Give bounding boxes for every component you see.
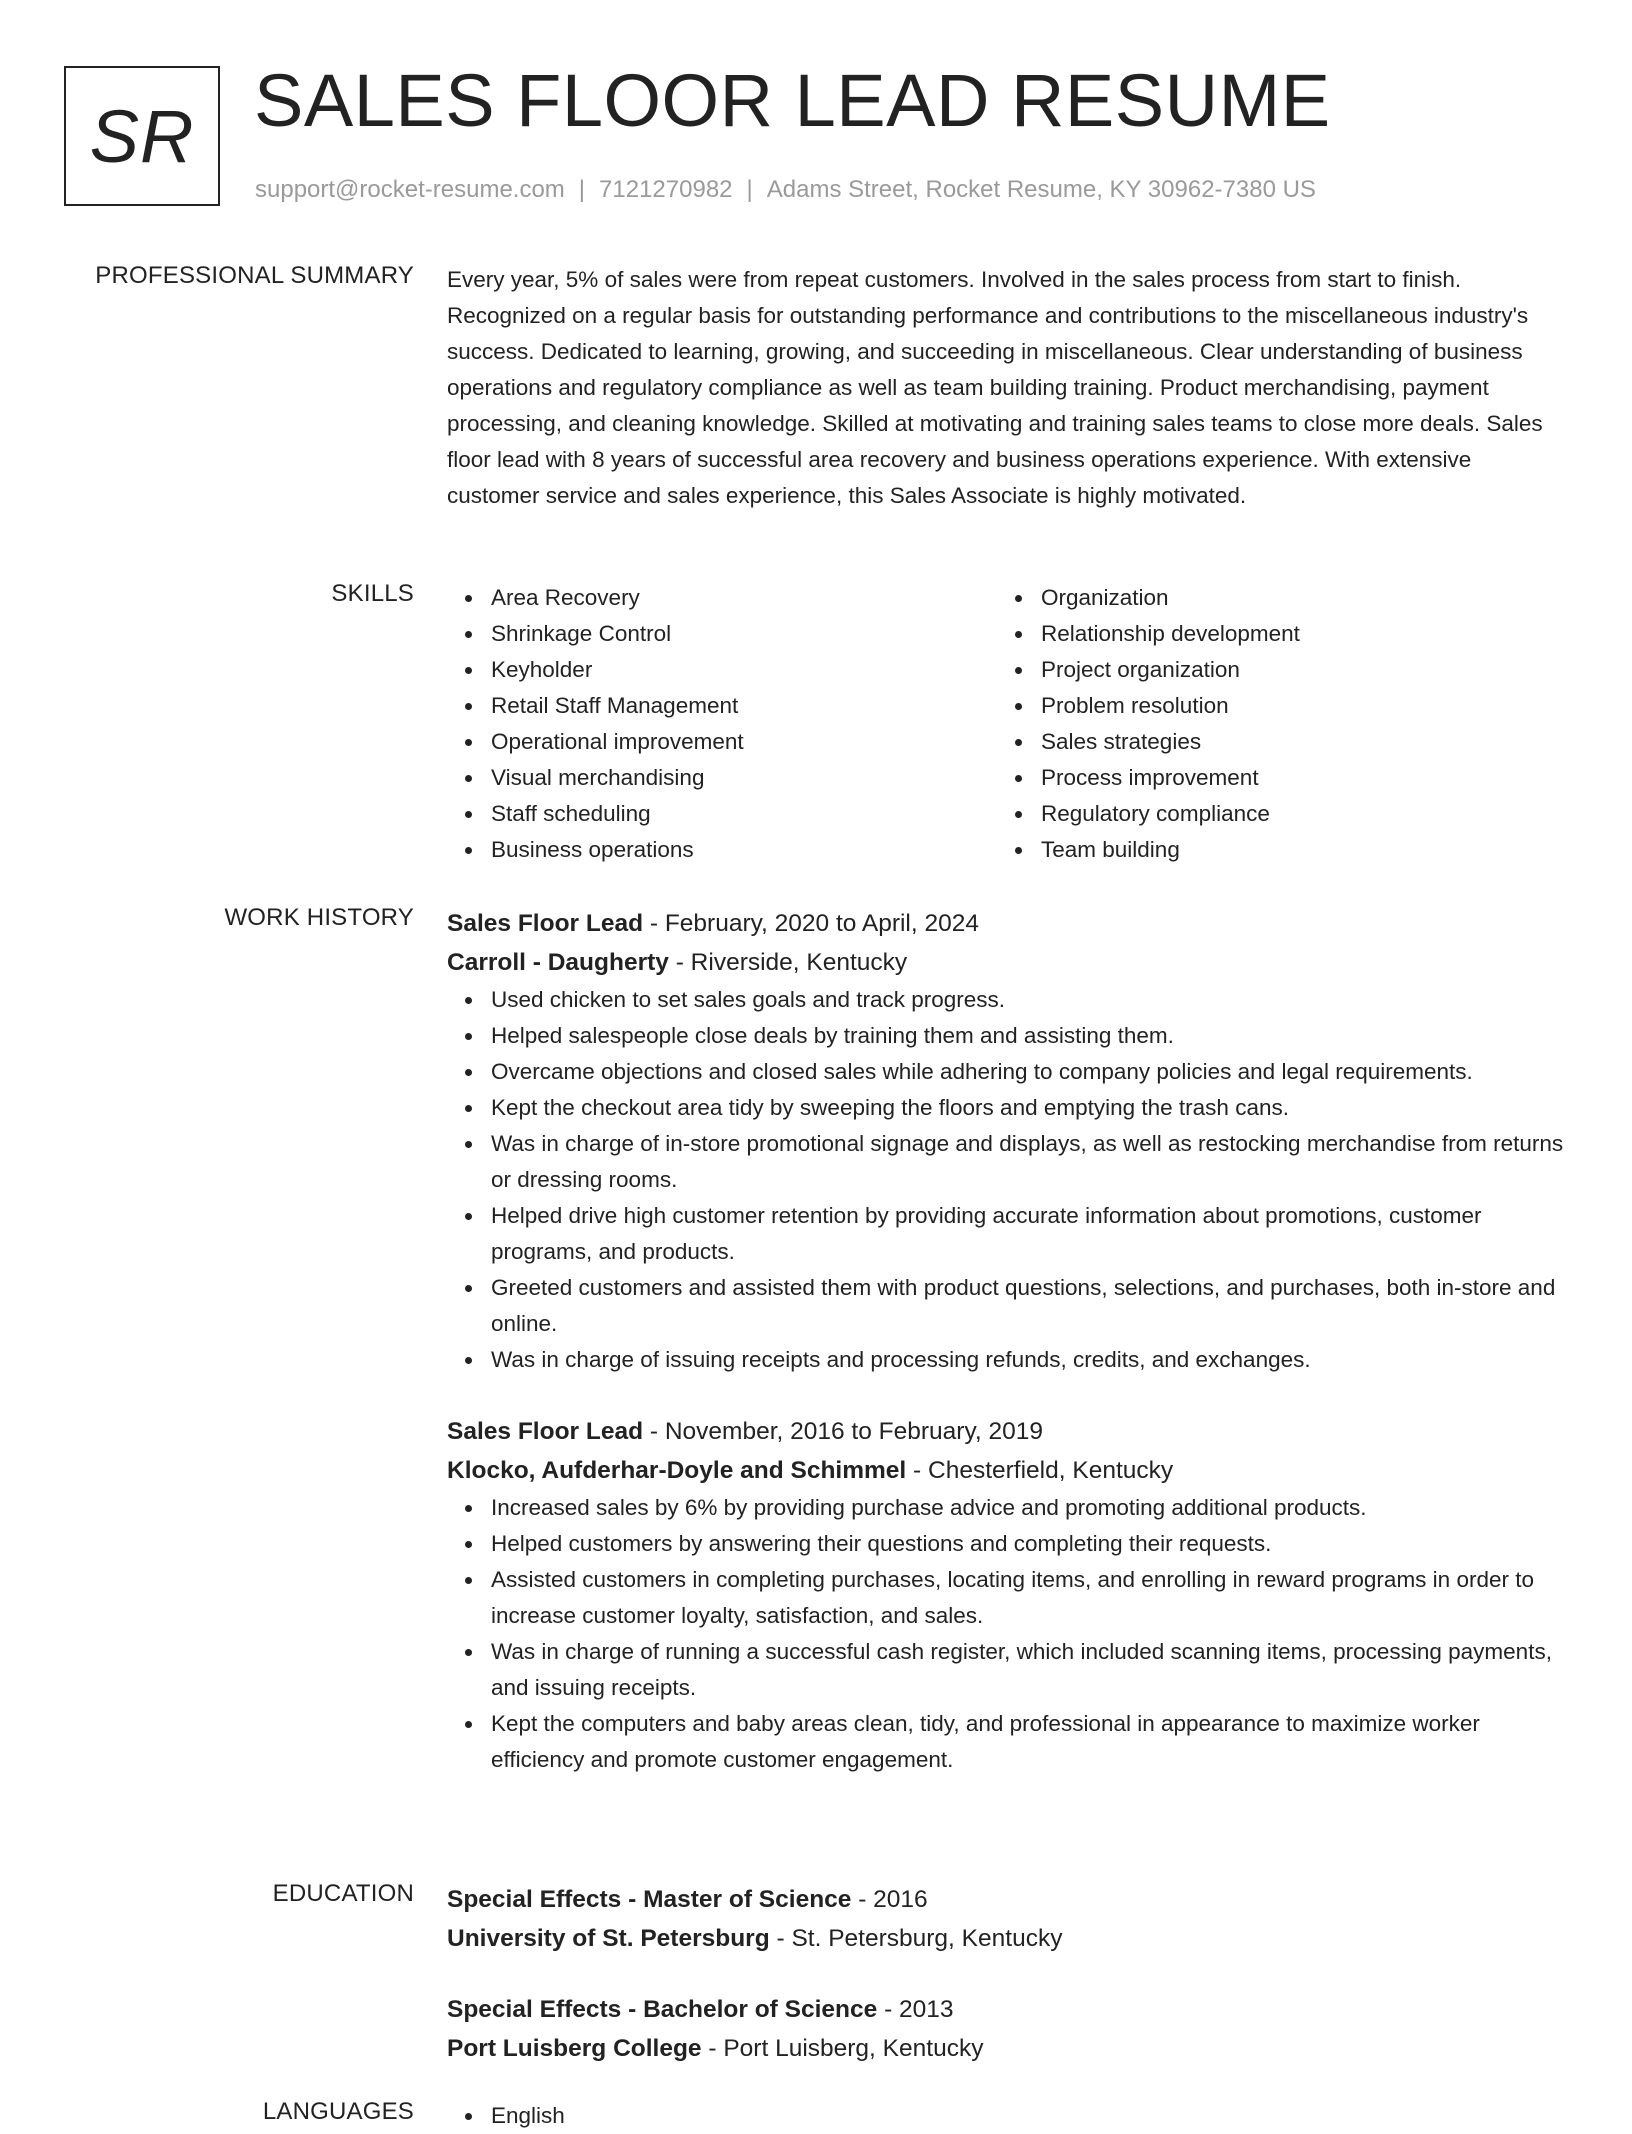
list-item: Used chicken to set sales goals and track progress. xyxy=(491,982,1567,1018)
list-item: Was in charge of issuing receipts and processing refunds, credits, and exchanges. xyxy=(491,1342,1567,1378)
job-title-line xyxy=(447,904,1567,943)
list-item: Helped salespeople close deals by training them and assisting them. xyxy=(491,1018,1567,1054)
contact-phone[interactable]: 7121270982 xyxy=(599,176,733,203)
list-item: Kept the computers and baby areas clean, tidy, and professional in appearance to maximize worker efficiency and promote customer engagement. xyxy=(491,1706,1567,1778)
list-item: Assisted customers in completing purchases, locating items, and enrolling in reward programs in order to increase customer loyalty, satisfaction, and sales. xyxy=(491,1562,1567,1634)
list-item: Helped drive high customer retention by providing accurate information about promotions, customer programs, and products. xyxy=(491,1198,1567,1270)
job-entry xyxy=(447,904,1567,1378)
contact-separator: | xyxy=(578,176,586,203)
list-item: Project organization xyxy=(1041,652,1517,688)
list-item: Sales strategies xyxy=(1041,724,1517,760)
list-item: Retail Staff Management xyxy=(491,688,967,724)
list-item: Shrinkage Control xyxy=(491,616,967,652)
list-item: English xyxy=(491,2098,1567,2134)
education-school: University of St. Petersburg xyxy=(447,1925,770,1952)
education-year: - 2016 xyxy=(851,1886,928,1913)
list-item: Was in charge of running a successful cash register, which included scanning items, processing payments, and issuing receipts. xyxy=(491,1634,1567,1706)
job-dates: - November, 2016 to February, 2019 xyxy=(643,1418,1043,1445)
monogram-box xyxy=(64,66,220,206)
list-item: Staff scheduling xyxy=(491,796,967,832)
list-item: Was in charge of in-store promotional signage and displays, as well as restocking merchandise from returns or dressing rooms. xyxy=(491,1126,1567,1198)
list-item: Problem resolution xyxy=(1041,688,1517,724)
job-dates: - February, 2020 to April, 2024 xyxy=(643,910,979,937)
list-item: Organization xyxy=(1041,580,1517,616)
list-item: Relationship development xyxy=(1041,616,1517,652)
education-body xyxy=(447,1880,1567,2068)
job-company: Klocko, Aufderhar-Doyle and Schimmel xyxy=(447,1457,907,1484)
list-item: Greeted customers and assisted them with product questions, selections, and purchases, both in-store and online. xyxy=(491,1270,1567,1342)
list-item: Regulatory compliance xyxy=(1041,796,1517,832)
job-location: - Riverside, Kentucky xyxy=(668,949,908,976)
education-degree-line xyxy=(447,1880,1567,1919)
job-bullet-list xyxy=(447,982,1567,1378)
list-item: Visual merchandising xyxy=(491,760,967,796)
education-entry xyxy=(447,1990,1567,2068)
list-item: Team building xyxy=(1041,832,1517,868)
summary-label: PROFESSIONAL SUMMARY xyxy=(95,262,414,289)
list-item: Kept the checkout area tidy by sweeping the floors and emptying the trash cans. xyxy=(491,1090,1567,1126)
education-entry xyxy=(447,1880,1567,1958)
skills-list-left xyxy=(447,580,967,868)
work-history-body xyxy=(447,904,1567,1778)
education-degree: Special Effects - Bachelor of Science xyxy=(447,1996,878,2023)
list-item: Process improvement xyxy=(1041,760,1517,796)
skills-column-right xyxy=(997,580,1517,868)
education-school-line xyxy=(447,1919,1567,1958)
education-school-line xyxy=(447,2029,1567,2068)
list-item: Overcame objections and closed sales while adhering to company policies and legal requirements. xyxy=(491,1054,1567,1090)
job-company: Carroll - Daugherty xyxy=(447,949,669,976)
resume-title: SALES FLOOR LEAD RESUME xyxy=(254,59,1331,142)
contact-line xyxy=(255,176,1316,204)
list-item: Increased sales by 6% by providing purchase advice and promoting additional products. xyxy=(491,1490,1567,1526)
job-company-line xyxy=(447,943,1567,982)
list-item: Helped customers by answering their questions and completing their requests. xyxy=(491,1526,1567,1562)
languages-label: LANGUAGES xyxy=(262,2098,414,2125)
education-degree-line xyxy=(447,1990,1567,2029)
education-degree: Special Effects - Master of Science xyxy=(447,1886,852,1913)
summary-text: Every year, 5% of sales were from repeat customers. Involved in the sales process from start to finish. Recognized on a regular basis for outstanding performance and contributions to the miscellaneous industry's success. Dedicated to learning, growing, and succeeding in miscellaneous. Clear understanding of business operations and regulatory compliance as well as team building training. Product merchandising, payment processing, and cleaning knowledge. Skilled at motivating and training sales teams to close more deals. Sales floor lead with 8 years of successful area recovery and business operations experience. With extensive customer service and sales experience, this Sales Associate is highly motivated. xyxy=(447,267,1543,508)
skills-column-left xyxy=(447,580,967,868)
work-history-label: WORK HISTORY xyxy=(224,904,414,931)
languages-list xyxy=(447,2098,1567,2134)
contact-email[interactable]: support@rocket-resume.com xyxy=(255,176,565,203)
list-item: Keyholder xyxy=(491,652,967,688)
job-bullet-list xyxy=(447,1490,1567,1778)
skills-list-right xyxy=(997,580,1517,868)
job-company-line xyxy=(447,1451,1567,1490)
job-title-line xyxy=(447,1412,1567,1451)
list-item: Operational improvement xyxy=(491,724,967,760)
job-title: Sales Floor Lead xyxy=(447,910,644,937)
list-item: Business operations xyxy=(491,832,967,868)
list-item: Area Recovery xyxy=(491,580,967,616)
skills-label: SKILLS xyxy=(331,580,414,607)
education-school: Port Luisberg College xyxy=(447,2035,702,2062)
languages-body xyxy=(447,2098,1567,2134)
monogram-initials: SR xyxy=(89,94,195,178)
contact-address: Adams Street, Rocket Resume, KY 30962-7380 US xyxy=(766,176,1316,203)
education-location: - St. Petersburg, Kentucky xyxy=(769,1925,1063,1952)
education-year: - 2013 xyxy=(877,1996,954,2023)
education-label: EDUCATION xyxy=(272,1880,414,1907)
job-location: - Chesterfield, Kentucky xyxy=(906,1457,1174,1484)
contact-separator: | xyxy=(746,176,753,203)
job-title: Sales Floor Lead xyxy=(447,1418,644,1445)
job-entry xyxy=(447,1412,1567,1778)
education-location: - Port Luisberg, Kentucky xyxy=(701,2035,984,2062)
